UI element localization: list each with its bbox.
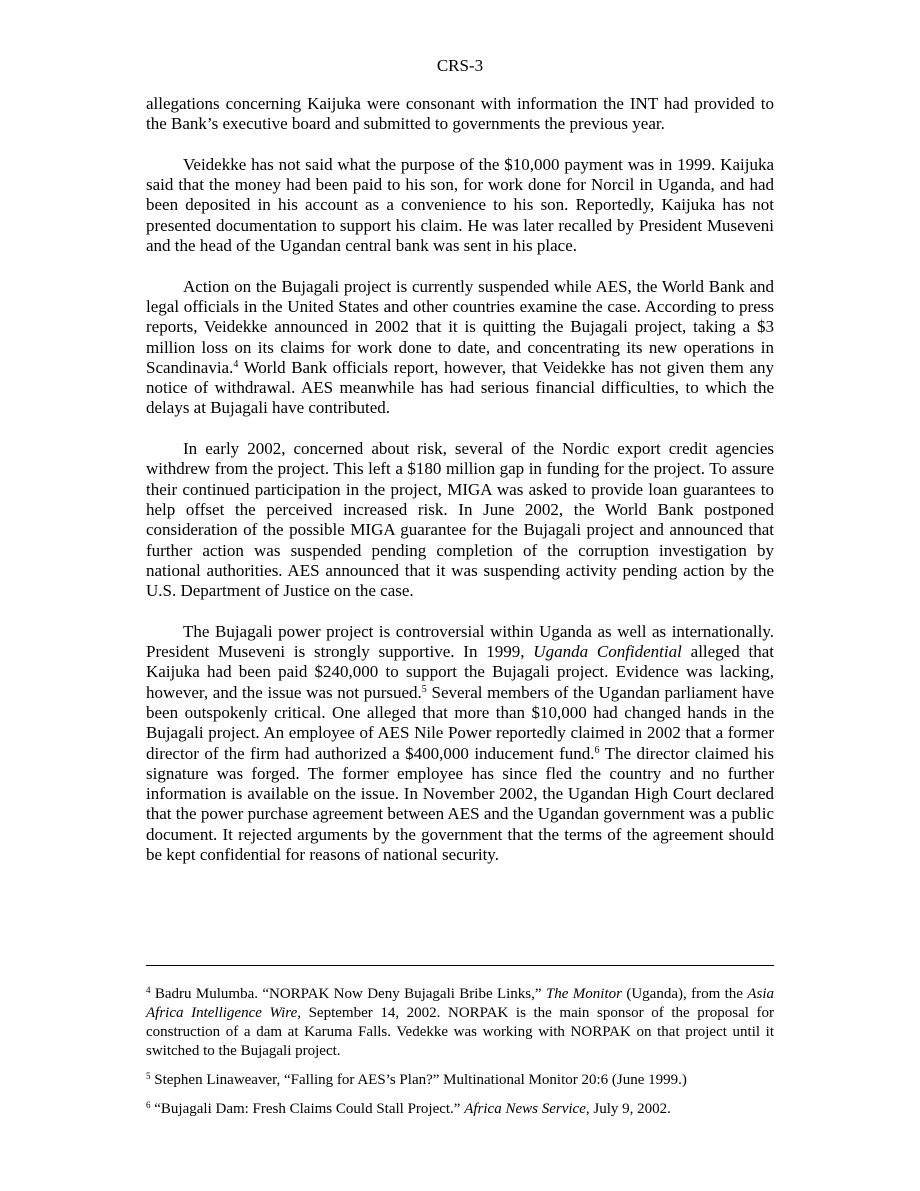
footnote-divider — [146, 965, 774, 966]
footnote-5 — [146, 1071, 774, 1090]
footnote-6 — [146, 1100, 774, 1119]
footnote-6-text-b: , July 9, 2002. — [585, 1101, 671, 1117]
footnote-4-italic-2: Asia Africa Intelligence Wire — [146, 986, 774, 1021]
page-header: CRS-3 — [436, 56, 484, 75]
paragraph-3 — [146, 277, 774, 419]
footnote-4-text-c: , September 14, 2002. NORPAK is the main sponsor of the proposal for construction of a dam at Karuma Falls. Vedekke was working with NORPAK on that project until it switched to the Bujagali project. — [146, 1005, 774, 1059]
footnote-5-text: Stephen Linaweaver, “Falling for AES’s Plan?” Multinational Monitor 20:6 (June 1999.) — [150, 1072, 687, 1088]
footnote-6-italic: Africa News Service — [464, 1101, 586, 1117]
footnote-6-number: 6 — [146, 1100, 151, 1110]
footnote-4 — [146, 985, 774, 1061]
footnote-ref-4: 4 — [233, 358, 239, 370]
paragraph-3-text-b: World Bank officials report, however, that Veidekke has not given them any notice of withdrawal. AES meanwhile has had serious financial difficulties, to which the delays at Bujagali have contributed. — [146, 357, 774, 418]
footnote-ref-6: 6 — [594, 744, 600, 756]
paragraph-5-text-c: Several members of the Ugandan parliament have been outspokenly critical. One alleged that more than $10,000 had changed hands in the Bujagali project. An employee of AES Nile Power reportedly claimed in 2002 that a former director of the firm had authorized a $400,000 inducement fund. — [146, 682, 774, 763]
paragraph-2: Veidekke has not said what the purpose of the $10,000 payment was in 1999. Kaijuka said that the money had been paid to his son, for work done for Norcil in Uganda, and had been deposited in his account as a convenience to his son. Reportedly, Kaijuka has not presented documentation to support his claim. He was later recalled by President Museveni and the head of the Ugandan central bank was sent in his place. — [146, 154, 774, 256]
publication-title: Uganda Confidential — [533, 642, 682, 662]
paragraph-1: allegations concerning Kaijuka were consonant with information the INT had provided to the Bank’s executive board and submitted to governments the previous year. — [146, 94, 774, 134]
footnote-4-text-b: (Uganda), from the — [621, 986, 748, 1002]
paragraph-5 — [146, 622, 774, 866]
footnote-6-text-a: “Bujagali Dam: Fresh Claims Could Stall Project.” — [150, 1101, 465, 1117]
footnote-4-number: 4 — [146, 985, 151, 995]
paragraph-5-text-d: The director claimed his signature was forged. The former employee has since fled the country and no further information is available on the issue. In November 2002, the Ugandan High Court declared that the power purchase agreement between AES and the Ugandan government was a public document. It rejected arguments by the government that the terms of the agreement should be kept confidential for reasons of national security. — [146, 743, 774, 864]
footnote-4-text-a: Badru Mulumba. “NORPAK Now Deny Bujagali Bribe Links,” — [150, 986, 546, 1002]
paragraph-4: In early 2002, concerned about risk, several of the Nordic export credit agencies withdrew from the project. This left a $180 million gap in funding for the project. To assure their continued participation in the project, MIGA was asked to provide loan guarantees to help offset the perceived increased risk. In June 2002, the World Bank postponed consideration of the possible MIGA guarantee for the Bujagali project and announced that further action was suspended pending completion of the corruption investigation by national authorities. AES announced that it was suspending activity pending action by the U.S. Department of Justice on the case. — [146, 439, 774, 601]
footnote-ref-5: 5 — [421, 683, 427, 695]
footnotes — [146, 985, 774, 1129]
body-text — [146, 94, 774, 886]
paragraph-5-text-b: alleged that Kaijuka had been paid $240,000 to support the Bujagali project. Evidence was lacking, however, and the issue was not pursued. — [146, 642, 774, 702]
footnote-4-italic-1: The Monitor — [545, 986, 622, 1002]
paragraph-3-text-a: Action on the Bujagali project is currently suspended while AES, the World Bank and legal officials in the United States and other countries examine the case. According to press reports, Veidekke announced in 2002 that it is quitting the Bujagali project, taking a $3 million loss on its claims for work done to date, and concentrating its new operations in Scandinavia. — [146, 276, 774, 377]
paragraph-5-text-a: The Bujagali power project is controversial within Uganda as well as internationally. President Museveni is strongly supportive. In 1999, — [146, 621, 774, 662]
footnote-5-number: 5 — [146, 1071, 151, 1081]
